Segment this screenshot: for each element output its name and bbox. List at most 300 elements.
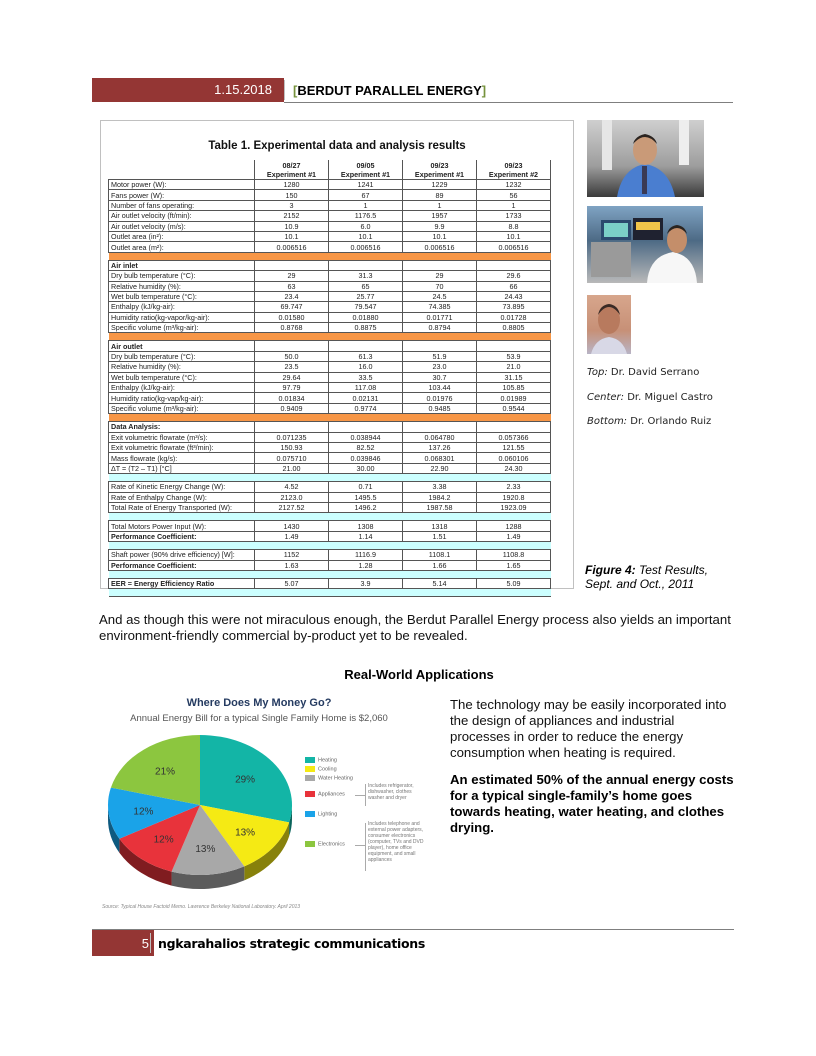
separator-cell <box>109 570 551 578</box>
column-date: 09/23 <box>504 160 523 170</box>
cell-value: 5.14 <box>403 578 477 588</box>
cell-value: 50.0 <box>255 351 329 361</box>
cell-value <box>403 260 477 270</box>
cell-value: 103.44 <box>403 383 477 393</box>
cyan-separator-row <box>109 542 551 550</box>
cell-value: 0.01989 <box>477 393 551 403</box>
cell-value: 1241 <box>329 180 403 190</box>
cell-value: 150 <box>255 190 329 200</box>
experimental-data-table <box>108 160 551 597</box>
orange-separator-row <box>109 333 551 341</box>
row-label: ΔT = (T2 – T1) [°C] <box>109 463 255 473</box>
row-label: EER = Energy Efficiency Ratio <box>109 578 255 588</box>
cell-value <box>477 260 551 270</box>
row-label: Data Analysis: <box>109 422 255 432</box>
table-row <box>109 242 551 252</box>
cell-value: 25.77 <box>329 291 403 301</box>
cell-value: 21.0 <box>477 362 551 372</box>
column-name: Experiment #2 <box>488 169 539 179</box>
cell-value: 1308 <box>329 521 403 531</box>
table-row <box>109 578 551 588</box>
cell-value: 0.071235 <box>255 432 329 442</box>
cell-value: 9.9 <box>403 221 477 231</box>
cell-value: 0.9485 <box>403 403 477 413</box>
cell-value: 1920.8 <box>477 492 551 502</box>
figure-label: Figure 4: <box>585 563 636 577</box>
cell-value: 1152 <box>255 550 329 560</box>
cell-value: 0.01834 <box>255 393 329 403</box>
caption-bottom-label: Bottom: <box>587 416 628 427</box>
column-date: 09/05 <box>356 160 375 170</box>
table-row <box>109 302 551 312</box>
legend-label: Lighting <box>318 811 338 818</box>
cell-value: 66 <box>477 281 551 291</box>
photo-bottom-dr-orlando-ruiz <box>587 295 631 354</box>
cell-value: 1923.09 <box>477 502 551 512</box>
cell-value: 150.93 <box>255 442 329 452</box>
row-label: Performance Coefficient: <box>109 531 255 541</box>
cell-value: 31.15 <box>477 372 551 382</box>
legend-swatch <box>305 811 315 817</box>
portrait-image <box>587 295 631 354</box>
table-row <box>109 323 551 333</box>
cell-value: 1176.5 <box>329 211 403 221</box>
cell-value: 8.8 <box>477 221 551 231</box>
column-header <box>403 160 477 180</box>
legend-item-heating <box>305 757 337 763</box>
legend-label: Heating <box>318 757 337 764</box>
cell-value: 74.385 <box>403 302 477 312</box>
separator-cell <box>109 589 551 597</box>
cell-value: 137.26 <box>403 442 477 452</box>
cell-value: 63 <box>255 281 329 291</box>
cell-value: 82.52 <box>329 442 403 452</box>
table-row <box>109 521 551 531</box>
caption-bottom <box>587 416 711 427</box>
row-label: Total Rate of Energy Transported (W): <box>109 502 255 512</box>
photo-top-dr-david-serrano <box>587 120 704 197</box>
cell-value: 0.006516 <box>329 242 403 252</box>
table-body <box>109 180 551 597</box>
cell-value: 1 <box>477 200 551 210</box>
bracket-open: [ <box>293 83 298 98</box>
cell-value: 0.060106 <box>477 453 551 463</box>
table-row <box>109 271 551 281</box>
portrait-image <box>587 120 704 197</box>
figure-text-line-2: Sept. and Oct., 2011 <box>585 577 695 591</box>
row-label: Air outlet velocity (ft/min): <box>109 211 255 221</box>
table-row <box>109 442 551 452</box>
cell-value: 1288 <box>477 521 551 531</box>
cell-value: 0.01728 <box>477 312 551 322</box>
pie-slice-label: 12% <box>133 806 154 818</box>
table-row <box>109 351 551 361</box>
cell-value: 1.14 <box>329 531 403 541</box>
cell-value: 2.33 <box>477 482 551 492</box>
table-row <box>109 312 551 322</box>
cell-value: 10.9 <box>255 221 329 231</box>
column-date: 09/23 <box>430 160 449 170</box>
separator-cell <box>109 513 551 521</box>
column-header <box>477 160 551 180</box>
legend-item-appliances <box>305 791 345 797</box>
cell-value: 1232 <box>477 180 551 190</box>
cell-value <box>255 260 329 270</box>
cell-value: 30.00 <box>329 463 403 473</box>
footer-divider <box>150 933 151 953</box>
cell-value: 29 <box>403 271 477 281</box>
cell-value: 51.9 <box>403 351 477 361</box>
cell-value <box>329 260 403 270</box>
cell-value: 70 <box>403 281 477 291</box>
cell-value: 1116.9 <box>329 550 403 560</box>
row-label: Enthalpy (kJ/kg-air): <box>109 302 255 312</box>
figure-caption <box>585 563 708 591</box>
cell-value <box>255 341 329 351</box>
cell-value: 10.1 <box>477 231 551 241</box>
cell-value: 3.38 <box>403 482 477 492</box>
cell-value: 0.71 <box>329 482 403 492</box>
cell-value: 1957 <box>403 211 477 221</box>
legend-swatch <box>305 775 315 781</box>
cell-value <box>403 341 477 351</box>
column-name: Experiment #1 <box>414 169 465 179</box>
cell-value: 1987.58 <box>403 502 477 512</box>
cell-value: 1.49 <box>255 531 329 541</box>
row-label: Air outlet velocity (m/s): <box>109 221 255 231</box>
body-paragraph: And as though this were not miraculous enough, the Berdut Parallel Energy process also yields an important environment-friendly commercial by-product yet to be revealed. <box>99 612 731 643</box>
cell-value: 1.49 <box>477 531 551 541</box>
legend-label: Cooling <box>318 766 337 773</box>
legend-connector <box>355 845 365 846</box>
cell-value: 1 <box>329 200 403 210</box>
row-label: Specific volume (m³/kg-air): <box>109 403 255 413</box>
table-row <box>109 550 551 560</box>
cell-value: 0.9409 <box>255 403 329 413</box>
photo-center-dr-miguel-castro <box>587 206 703 283</box>
row-label: Wet bulb temperature (°C): <box>109 372 255 382</box>
row-label: Rate of Kinetic Energy Change (W): <box>109 482 255 492</box>
cell-value: 0.057366 <box>477 432 551 442</box>
row-label: Total Motors Power Input (W): <box>109 521 255 531</box>
cell-value: 2123.0 <box>255 492 329 502</box>
caption-top-name: Dr. David Serrano <box>607 367 700 378</box>
row-label: Specific volume (m³/kg-air): <box>109 323 255 333</box>
legend-label: Water Heating <box>318 775 353 782</box>
cell-value: 1495.5 <box>329 492 403 502</box>
legend-item-lighting <box>305 811 337 817</box>
legend-connector <box>355 795 365 796</box>
table-row <box>109 492 551 502</box>
bracket-close: ] <box>481 83 487 98</box>
cell-value: 0.02131 <box>329 393 403 403</box>
caption-center <box>587 392 713 403</box>
table-row <box>109 463 551 473</box>
cell-value: 1.65 <box>477 560 551 570</box>
cell-value: 1984.2 <box>403 492 477 502</box>
cell-value: 61.3 <box>329 351 403 361</box>
cell-value <box>477 422 551 432</box>
pie-slice-label: 13% <box>235 827 256 839</box>
cell-value: 6.0 <box>329 221 403 231</box>
cell-value: 0.01976 <box>403 393 477 403</box>
table-row <box>109 383 551 393</box>
cell-value <box>255 422 329 432</box>
cell-value: 29.6 <box>477 271 551 281</box>
pie-slice-label: 12% <box>153 834 174 846</box>
cell-value: 10.1 <box>329 231 403 241</box>
row-label: Relative humidity (%): <box>109 362 255 372</box>
row-label: Enthalpy (kJ/kg-air): <box>109 383 255 393</box>
section-header-row <box>109 260 551 270</box>
cell-value: 1229 <box>403 180 477 190</box>
row-label: Dry bulb temperature (°C): <box>109 271 255 281</box>
cell-value: 1108.8 <box>477 550 551 560</box>
row-label: Performance Coefficient: <box>109 560 255 570</box>
cell-value: 1108.1 <box>403 550 477 560</box>
row-label: Number of fans operating: <box>109 200 255 210</box>
legend-swatch <box>305 841 315 847</box>
legend-swatch <box>305 766 315 772</box>
cell-value: 22.90 <box>403 463 477 473</box>
section-heading: Real-World Applications <box>344 667 494 682</box>
cell-value: 0.068301 <box>403 453 477 463</box>
cell-value: 5.09 <box>477 578 551 588</box>
section-header-row <box>109 341 551 351</box>
cell-value: 0.9544 <box>477 403 551 413</box>
legend-item-water-heating <box>305 775 353 781</box>
table-row <box>109 362 551 372</box>
cell-value: 89 <box>403 190 477 200</box>
orange-separator-row <box>109 252 551 260</box>
cell-value: 67 <box>329 190 403 200</box>
cyan-separator-row <box>109 589 551 597</box>
table-row <box>109 393 551 403</box>
cell-value <box>329 422 403 432</box>
column-name: Experiment #1 <box>340 169 391 179</box>
cell-value: 0.039846 <box>329 453 403 463</box>
cell-value: 10.1 <box>403 231 477 241</box>
cell-value: 1280 <box>255 180 329 190</box>
pie-slice-label: 29% <box>235 774 256 786</box>
cell-value: 56 <box>477 190 551 200</box>
page-number: 5 <box>141 936 149 951</box>
cell-value: 23.0 <box>403 362 477 372</box>
cell-value: 29.64 <box>255 372 329 382</box>
table-row <box>109 200 551 210</box>
cell-value: 30.7 <box>403 372 477 382</box>
row-label: Relative humidity (%): <box>109 281 255 291</box>
cyan-separator-row <box>109 474 551 482</box>
cell-value: 0.01580 <box>255 312 329 322</box>
table-row <box>109 482 551 492</box>
row-label: Rate of Enthalpy Change (W): <box>109 492 255 502</box>
cell-value: 2127.52 <box>255 502 329 512</box>
header-rule <box>284 102 733 103</box>
cell-value: 31.3 <box>329 271 403 281</box>
cell-value: 10.1 <box>255 231 329 241</box>
cell-value: 1430 <box>255 521 329 531</box>
legend-bracket <box>365 784 366 806</box>
legend-label: Electronics <box>318 841 345 848</box>
cell-value: 1 <box>403 200 477 210</box>
right-paragraph-bold: An estimated 50% of the annual energy costs for a typical single-family’s home goes towards heating, water heating, and clothes drying. <box>450 772 734 835</box>
cell-value: 117.08 <box>329 383 403 393</box>
row-label: Motor power (W): <box>109 180 255 190</box>
cell-value <box>477 341 551 351</box>
legend-bracket <box>365 823 366 871</box>
orange-separator-row <box>109 414 551 422</box>
table-row <box>109 190 551 200</box>
cell-value: 16.0 <box>329 362 403 372</box>
cell-value: 24.30 <box>477 463 551 473</box>
caption-center-label: Center: <box>587 392 625 403</box>
cell-value: 121.55 <box>477 442 551 452</box>
cell-value: 65 <box>329 281 403 291</box>
cell-value: 1.63 <box>255 560 329 570</box>
row-label: Air outlet <box>109 341 255 351</box>
pie-slice-label: 13% <box>195 844 216 856</box>
table-title: Table 1. Experimental data and analysis results <box>208 140 466 152</box>
cell-value: 23.4 <box>255 291 329 301</box>
cell-value: 0.9774 <box>329 403 403 413</box>
cell-value: 0.01771 <box>403 312 477 322</box>
header-title-text: BERDUT PARALLEL ENERGY <box>297 83 482 98</box>
cell-value: 23.5 <box>255 362 329 372</box>
legend-note-electronics: Includes telephone and external power adapters, consumer electronics (computer, TVs and DVD player), home office equipment, and small appliances <box>368 821 424 863</box>
table-row <box>109 531 551 541</box>
column-date: 08/27 <box>282 160 301 170</box>
right-paragraph: The technology may be easily incorporated into the design of appliances and industrial processes in order to reduce the energy consumption when heating is required. <box>450 697 727 760</box>
pie-chart <box>100 735 300 900</box>
cell-value: 0.006516 <box>477 242 551 252</box>
cell-value: 24.5 <box>403 291 477 301</box>
header-date: 1.15.2018 <box>214 82 272 97</box>
cell-value: 21.00 <box>255 463 329 473</box>
cell-value: 1.28 <box>329 560 403 570</box>
pie-chart-source: Source: Typical House Factoid Memo. Lawrence Berkeley National Laboratory. April 2013 <box>102 904 301 910</box>
legend-swatch <box>305 757 315 763</box>
cell-value: 0.8768 <box>255 323 329 333</box>
cell-value <box>329 341 403 351</box>
legend-note-appliances: Includes refrigerator, dishwasher, clothes washer and dryer <box>368 783 414 801</box>
cell-value: 2152 <box>255 211 329 221</box>
table-row <box>109 221 551 231</box>
portrait-image <box>587 206 703 283</box>
separator-cell <box>109 252 551 260</box>
header-divider <box>284 80 285 100</box>
section-header-row <box>109 422 551 432</box>
legend-item-cooling <box>305 766 337 772</box>
cell-value: 0.006516 <box>403 242 477 252</box>
table-row <box>109 372 551 382</box>
legend-swatch <box>305 791 315 797</box>
footer-text: ngkarahalios strategic communications <box>158 936 426 951</box>
cyan-separator-row <box>109 513 551 521</box>
table-row <box>109 432 551 442</box>
caption-bottom-name: Dr. Orlando Ruiz <box>627 416 712 427</box>
cell-value: 0.8794 <box>403 323 477 333</box>
legend-item-electronics <box>305 841 345 847</box>
cell-value: 0.01880 <box>329 312 403 322</box>
pie-chart-title: Where Does My Money Go? <box>186 697 332 709</box>
row-label: Exit volumetric flowrate (ft³/min): <box>109 442 255 452</box>
cell-value: 3.9 <box>329 578 403 588</box>
table-row <box>109 403 551 413</box>
row-label: Dry bulb temperature (°C): <box>109 351 255 361</box>
separator-cell <box>109 414 551 422</box>
row-label: Humidity ratio(kg-vap/kg-air): <box>109 393 255 403</box>
separator-cell <box>109 333 551 341</box>
row-label: Mass flowrate (kg/s): <box>109 453 255 463</box>
table-row <box>109 211 551 221</box>
cell-value <box>403 422 477 432</box>
cell-value: 69.747 <box>255 302 329 312</box>
cell-value: 0.8875 <box>329 323 403 333</box>
cell-value: 97.79 <box>255 383 329 393</box>
caption-top <box>587 367 699 378</box>
cell-value: 33.5 <box>329 372 403 382</box>
cell-value: 0.006516 <box>255 242 329 252</box>
cell-value: 1496.2 <box>329 502 403 512</box>
table-row <box>109 560 551 570</box>
cell-value: 1733 <box>477 211 551 221</box>
cell-value: 73.895 <box>477 302 551 312</box>
table-row <box>109 281 551 291</box>
table-row <box>109 502 551 512</box>
separator-cell <box>109 542 551 550</box>
caption-center-name: Dr. Miguel Castro <box>624 392 713 403</box>
cell-value: 29 <box>255 271 329 281</box>
row-label: Shaft power (90% drive efficiency) [W]: <box>109 550 255 560</box>
column-name: Experiment #1 <box>266 169 317 179</box>
cell-value: 1.51 <box>403 531 477 541</box>
pie-chart-subtitle: Annual Energy Bill for a typical Single Family Home is $2,060 <box>130 713 388 724</box>
row-label: Fans power (W): <box>109 190 255 200</box>
table-row <box>109 180 551 190</box>
table-header-row <box>109 160 551 180</box>
pie-slice-label: 21% <box>155 766 176 778</box>
cell-value: 3 <box>255 200 329 210</box>
table-header-blank <box>109 160 255 180</box>
column-header <box>255 160 329 180</box>
row-label: Outlet area (in²): <box>109 231 255 241</box>
figure-text-line-1: Test Results, <box>635 563 708 577</box>
table-row <box>109 291 551 301</box>
header-title <box>293 78 486 102</box>
caption-top-label: Top: <box>587 367 608 378</box>
cell-value: 0.075710 <box>255 453 329 463</box>
row-label: Outlet area (m²): <box>109 242 255 252</box>
row-label: Exit volumetric flowrate (m³/s): <box>109 432 255 442</box>
cell-value: 24.43 <box>477 291 551 301</box>
table-row <box>109 453 551 463</box>
legend-label: Appliances <box>318 791 345 798</box>
row-label: Air inlet <box>109 260 255 270</box>
cell-value: 1.66 <box>403 560 477 570</box>
column-header <box>329 160 403 180</box>
cell-value: 105.85 <box>477 383 551 393</box>
cell-value: 79.547 <box>329 302 403 312</box>
cyan-separator-row <box>109 570 551 578</box>
row-label: Wet bulb temperature (°C): <box>109 291 255 301</box>
cell-value: 0.8805 <box>477 323 551 333</box>
separator-cell <box>109 474 551 482</box>
cell-value: 53.9 <box>477 351 551 361</box>
table-row <box>109 231 551 241</box>
row-label: Humidity ratio(kg-vapor/kg-air): <box>109 312 255 322</box>
cell-value: 0.038944 <box>329 432 403 442</box>
